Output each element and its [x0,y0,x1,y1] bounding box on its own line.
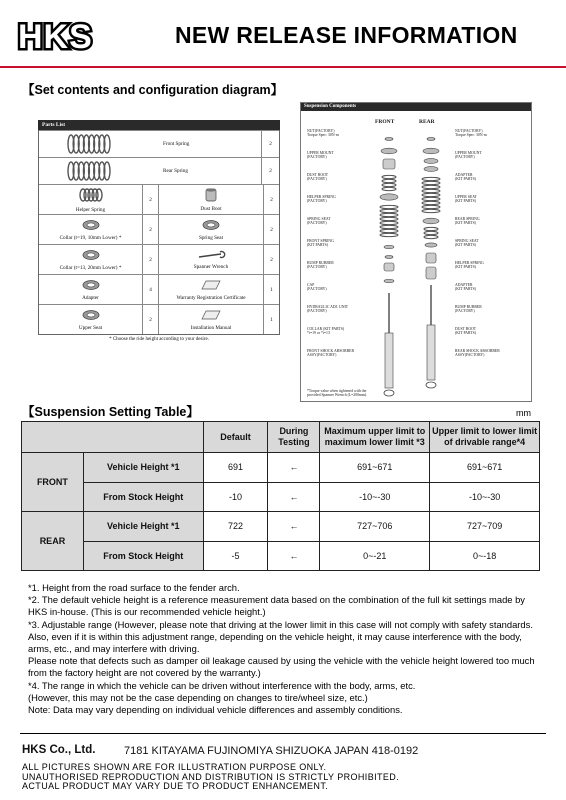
parts-list-body [38,130,280,335]
row-label: From Stock Height [83,541,203,571]
component-spring-coil [422,181,440,184]
cell-default: 691 [203,453,268,483]
component-ring [384,245,394,249]
component-spring-coil [422,197,440,200]
component-ring [423,148,439,154]
component-eyelet [426,382,436,388]
component-ring [424,159,438,164]
part-image [81,309,101,323]
part-label: Installation Manual [190,324,232,331]
component-ring [384,279,394,283]
diagram-title: Suspension Components [301,103,531,111]
disclaimer-line: ACTUAL PRODUCT MAY VARY DUE TO PRODUCT ENHANCEMENT. [22,781,329,792]
part-image [201,219,221,233]
note-data-variance: Note: Data may vary depending on individual vehicle differences and assembly conditions. [28,704,403,716]
part-label: Adapter [82,294,99,301]
table-row [22,541,540,571]
note-3: *3. Adjustable range (However, please note that driving at the lower limit in this case will not comply with safety standards. Also, even if it is within this adjustment range, depending on the vehicle height, it may cause interference with the body, arms, etc., and may interfere with driving. [28,618,533,655]
cell-testing: ← [268,482,320,512]
parts-row [39,244,279,274]
group-front: FRONT [22,453,84,512]
component-spring-coil [380,213,398,216]
part-label: Spring Seat [198,234,224,241]
diagram-front-heading: FRONT [375,119,395,125]
component-spring-coil [380,225,398,228]
diagram-label-front: HYDRAULIC ADJ. UNIT (FACTORY) [307,305,349,314]
company-address: 7181 KITAYAMA FUJINOMIYA SHIZUOKA JAPAN 418-0192 [124,745,419,757]
part-label: Upper Seat [78,324,103,331]
component-ring [385,256,393,259]
component-spring-coil [380,221,398,224]
component-ring [424,167,438,172]
col-header-default: Default [203,422,268,453]
row-label: From Stock Height [83,482,203,512]
suspension-components-diagram [300,102,532,402]
spring-image [39,158,139,184]
part-cell [39,305,159,334]
part-cell [39,245,159,274]
component-spring-coil [422,177,440,180]
diagram-label-front: FRONT SPRING (KIT PARTS) [307,239,334,248]
component-spring-coil [422,185,440,188]
parts-row [39,130,279,157]
diagram-label-rear: REAR SHOCK ABSORBER ASSY(FACTORY) [455,349,500,358]
cell-default: 722 [203,512,268,542]
cell-testing: ← [268,512,320,542]
component-eyelet [384,390,394,396]
diagram-art [301,103,533,403]
diagram-label-rear: ADAPTER (KIT PARTS) [455,173,476,182]
component-spring-coil [380,217,398,220]
hks-logo [16,14,134,54]
note-3-warranty: Please note that defects such as damper oil leakage caused by using the vehicle with the vehicle height lowered too much from the factory height are not covered by the warranty.) [28,655,535,679]
component-spring-coil [380,233,398,236]
component-spring-coil [382,187,396,190]
diagram-label-front: SPRING SEAT (FACTORY) [307,217,331,226]
part-qty: 2 [142,215,158,244]
cell-max-range: 0~-21 [320,541,430,571]
cell-drivable: 691~671 [430,453,540,483]
parts-row [39,157,279,184]
part-cell [159,185,279,214]
parts-list-title: Parts List [38,120,280,130]
diagram-label-rear: UPPER SEAT (KIT PARTS) [455,195,477,204]
part-image [203,188,219,204]
note-1: *1. Height from the road surface to the fender arch. [28,582,240,593]
company-name: HKS Co., Ltd. [22,744,96,756]
component-ring [381,148,397,154]
cell-default: -5 [203,541,268,571]
component-spring-coil [422,193,440,196]
part-image [200,309,222,323]
diagram-label-front: COLLAR (KIT PARTS) *t=19 or *t=13 [307,327,345,336]
component-shock-body [385,333,393,388]
table-row [22,482,540,512]
cell-max-range: -10~-30 [320,482,430,512]
part-image [81,279,101,293]
diagram-footnote: *Torque value when tightened with the provided Spanner Wrench (L=200mm). [307,389,368,398]
cell-max-range: 727~706 [320,512,430,542]
part-cell [39,215,159,244]
unit-label: mm [516,408,531,418]
suspension-setting-table [21,421,540,571]
part-label: Helper Spring [75,206,106,213]
col-header-testing: During Testing [268,422,320,453]
diagram-label-front: NUT(FACTORY) Torque Spec: 30N·m [307,129,339,138]
part-label: Collar (t=19, 10mm Lower) * [59,234,122,241]
cell-max-range: 691~671 [320,453,430,483]
component-shock-body [427,325,435,380]
table-row [22,512,540,542]
diagram-label-rear: SPRING SEAT (KIT PARTS) [455,239,479,248]
part-qty: 2 [261,131,279,157]
part-image [81,249,101,263]
table-row [22,453,540,483]
component-spring-coil [382,183,396,186]
part-qty: 2 [261,158,279,184]
part-cell [39,185,159,214]
diagram-label-rear: REAR SPRING (KIT PARTS) [455,217,480,226]
spring-image [39,131,139,157]
col-header-max-range: Maximum upper limit to maximum lower limit *3 [320,422,430,453]
diagram-label-rear: NUT(FACTORY) Torque Spec: 30N·m [455,129,487,138]
cell-drivable: 0~-18 [430,541,540,571]
component-spring-coil [422,209,440,212]
diagram-label-front: DUST BOOT (FACTORY) [307,173,329,182]
note-4: *4. The range in which the vehicle can be driven without interference with the body, arms, etc. [28,679,416,691]
component-ring [385,138,393,141]
row-label: Vehicle Height *1 [83,512,203,542]
cell-testing: ← [268,453,320,483]
header-divider [0,66,566,68]
footnotes [28,582,538,716]
diagram-label-rear: ADAPTER (KIT PARTS) [455,283,476,292]
component-spring-coil [424,227,438,230]
part-cell [159,275,279,304]
note-4-exception: (However, this may not be the case depending on changes to tire/wheel size, etc.) [28,691,368,703]
part-cell [39,275,159,304]
cell-testing: ← [268,541,320,571]
parts-row [39,184,279,214]
disclaimer-line: UNAUTHORISED REPRODUCTION AND DISTRIBUTION IS STRICTLY PROHIBITED. [22,771,400,782]
part-label: Collar (t=13, 20mm Lower) * [59,264,122,271]
component-ring [380,194,398,200]
part-label: Spanner Wrench [193,263,229,270]
component-spring-coil [380,205,398,208]
component-spring-coil [424,231,438,234]
parts-list-note: * Choose the ride height according to your desire. [109,337,209,342]
svg-text:HKS: HKS [18,18,93,54]
diagram-label-front: UPPER MOUNT (FACTORY) [307,151,334,160]
component-spring-coil [422,205,440,208]
component-spring-coil [380,209,398,212]
note-2: *2. The default vehicle height is a reference measurement data based on the combination of the full kit settings made by HKS in-house. (This is our recommended vehicle height.) [28,594,525,618]
section-title-contents: 【Set contents and configuration diagram】 [22,83,284,97]
part-cell [159,305,279,334]
diagram-label-rear: BUMP RUBBER (FACTORY) [455,305,482,314]
component-spring-coil [422,189,440,192]
parts-row [39,304,279,334]
component-ring [425,243,437,247]
component-ring [423,218,439,224]
diagram-label-rear: UPPER MOUNT (FACTORY) [455,151,482,160]
table-corner-cell [22,422,204,453]
parts-list [38,120,280,380]
part-qty: 2 [142,245,158,274]
disclaimer [22,763,399,792]
part-qty: 2 [263,245,279,274]
component-spring-coil [422,201,440,204]
part-image [196,250,226,262]
col-header-drivable: Upper limit to lower limit of drivable range*4 [430,422,540,453]
part-label: Dust Boot [200,205,222,212]
cell-drivable: 727~709 [430,512,540,542]
part-qty: 1 [263,305,279,334]
component-spring-coil [382,179,396,182]
part-label: Front Spring [163,141,190,147]
group-rear: REAR [22,512,84,571]
page-headline: NEW RELEASE INFORMATION [175,22,518,48]
part-cell [159,245,279,274]
diagram-label-front: BUMP RUBBER (FACTORY) [307,261,334,270]
component-ring [427,138,435,141]
component-spring-coil [382,175,396,178]
part-cell [159,215,279,244]
part-label: Warranty Registration Certificate [176,294,246,301]
disclaimer-line: ALL PICTURES SHOWN ARE FOR ILLUSTRATION PURPOSE ONLY. [22,762,327,772]
part-qty: 2 [142,305,158,334]
component-spring-coil [424,235,438,238]
diagram-label-front: HELPER SPRING (FACTORY) [307,195,336,204]
diagram-rear-heading: REAR [419,119,435,125]
row-label: Vehicle Height *1 [83,453,203,483]
part-image [79,187,103,205]
part-qty: 1 [263,275,279,304]
part-image [81,219,101,233]
footer-divider [20,733,546,734]
section-title-setting: 【Suspension Setting Table】 [22,405,199,419]
part-qty: 2 [142,185,158,214]
diagram-label-front: CAP (FACTORY) [307,283,327,292]
component-spring-coil [380,229,398,232]
part-image [200,279,222,293]
part-qty: 2 [263,215,279,244]
table-header-row [22,422,540,453]
parts-row [39,274,279,304]
component-boot [383,159,395,169]
part-qty: 2 [263,185,279,214]
part-label: Rear Spring [163,168,188,174]
component-boot [426,267,436,279]
part-qty: 4 [142,275,158,304]
cell-default: -10 [203,482,268,512]
diagram-label-rear: HELPER SPRING (KIT PARTS) [455,261,484,270]
diagram-label-rear: DUST BOOT (KIT PARTS) [455,327,477,336]
parts-row [39,214,279,244]
cell-drivable: -10~-30 [430,482,540,512]
diagram-label-front: FRONT SHOCK ABSORBER ASSY(FACTORY) [307,349,354,358]
component-boot [384,263,394,271]
component-boot [426,253,436,263]
